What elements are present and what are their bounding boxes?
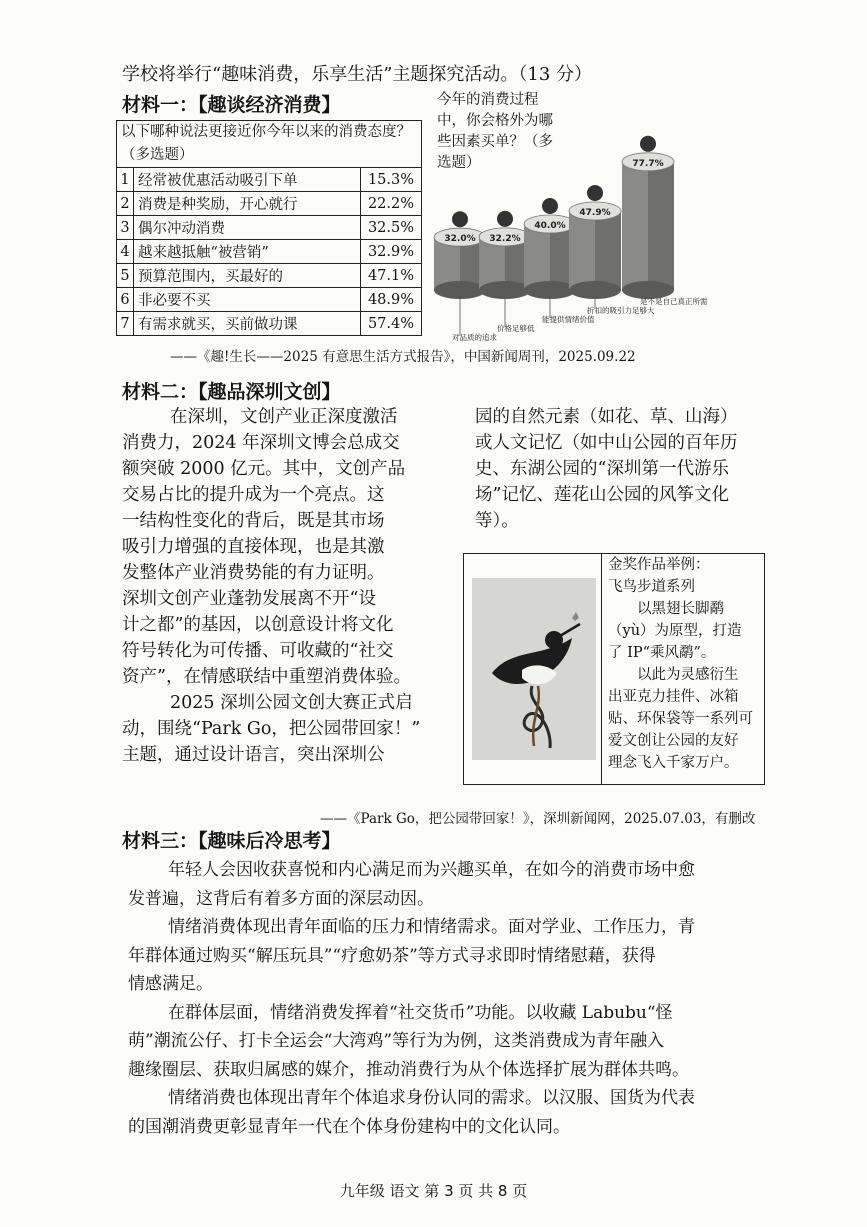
row-number: 3 [117, 216, 134, 240]
box-title: 金奖作品举例： [608, 557, 710, 573]
row-text: 预算范围内，买最好的 [134, 264, 361, 288]
row-text: 偶尔冲动消费 [134, 216, 361, 240]
chart-category-icon [640, 136, 656, 152]
chart-bar-base [434, 281, 486, 299]
material2-source: ——《Park Go，把公园带回家！》，深圳新闻网，2025.07.03，有删改 [320, 811, 756, 827]
row-number: 2 [117, 192, 134, 216]
text-line: 情绪消费体现出青年面临的压力和情绪需求。面对学业、工作压力，青 [168, 917, 695, 937]
table-row [117, 192, 422, 216]
row-number: 6 [117, 288, 134, 312]
chart-value-label: 32.2% [489, 233, 521, 244]
text-line: 情绪消费也体现出青年个体追求身份认同的需求。以汉服、国货为代表 [168, 1088, 695, 1108]
text-line: 在群体层面，情绪消费发挥着“社交货币”功能。以收藏 Labubu“怪 [168, 1002, 673, 1023]
text-line: 年轻人会因收获喜悦和内心满足而为兴趣买单，在如今的消费市场中愈 [168, 860, 695, 880]
material3-heading: 材料三：【趣味后冷思考】 [122, 830, 341, 852]
row-percent: 32.5% [361, 216, 422, 240]
text-line: 2025 深圳公园文创大赛正式启 [170, 693, 413, 713]
row-text: 有需求就买，买前做功课 [134, 312, 361, 336]
material1-source: ——《趣!生长——2025 有意思生活方式报告》，中国新闻周刊，2025.09.22 [170, 349, 636, 365]
chart-category-icon [587, 185, 603, 201]
box-line: 出亚克力挂件、冰箱 [608, 689, 739, 705]
row-percent: 47.1% [361, 264, 422, 288]
box-line: （yù）为原型，打造 [608, 623, 742, 639]
chart-value-label: 32.0% [444, 234, 476, 245]
chart-category-label: 对品质的追求 [452, 333, 497, 342]
survey-table [116, 120, 422, 336]
chart-bar-base [569, 281, 621, 299]
chart-category-label: 是不是自己真正所需 [640, 297, 708, 306]
text-line: 计之都”的基因，以创意设计将文化 [122, 615, 394, 635]
material2-left-column [122, 404, 462, 768]
text-line: 一结构性变化的背后，既是其市场 [122, 511, 385, 531]
chart-category-icon [497, 211, 513, 227]
box-series: 飞鸟步道系列 [608, 579, 695, 595]
row-text: 越来越抵触“被营销” [134, 240, 361, 264]
text-line: 资产”，在情感联结中重塑消费体验。 [122, 667, 411, 687]
table-row [117, 264, 422, 288]
award-description [601, 554, 763, 784]
text-line: 情感满足。 [128, 974, 213, 994]
text-line: 消费力，2024 年深圳文博会总成交 [122, 433, 400, 453]
chart-bar-base [479, 281, 531, 299]
text-line: 史、东湖公园的“深圳第一代游乐 [475, 459, 729, 479]
text-line: 额突破 2000 亿元。其中，文创产品 [122, 459, 406, 479]
text-line: 园的自然元素（如花、草、山海） [475, 407, 738, 427]
table-row [117, 240, 422, 264]
row-percent: 48.9% [361, 288, 422, 312]
chart-value-label: 47.9% [579, 207, 611, 218]
row-number: 1 [117, 168, 134, 192]
stilt-bird-illustration [472, 578, 596, 760]
chart-category-icon [542, 198, 558, 214]
text-line: 的国潮消费更彰显青年一代在个体身份建构中的文化认同。 [128, 1116, 570, 1137]
text-line: 吸引力增强的直接体现，也是其激 [122, 537, 385, 557]
row-percent: 22.2% [361, 192, 422, 216]
chart-value-label: 40.0% [534, 221, 566, 231]
chart-bar-shade [648, 162, 674, 290]
row-percent: 57.4% [361, 312, 422, 336]
row-number: 7 [117, 312, 134, 336]
text-line: 发普遍，这背后有着多方面的深层动因。 [128, 888, 434, 909]
text-line: 交易占比的提升成为一个亮点。这 [122, 485, 385, 505]
text-line: 等）。 [475, 511, 519, 531]
chart-bar-base [524, 281, 576, 299]
cylinder-bar-chart [428, 80, 768, 350]
box-line: 了 IP“乘风鹬”。 [608, 645, 716, 661]
intro-line: 学校将举行“趣味消费，乐享生活”主题探究活动。（13 分） [122, 64, 593, 85]
chart-category-label: 能提供情绪价值 [542, 315, 595, 324]
text-line: 或人文记忆（如中山公园的百年历 [475, 433, 738, 453]
material3-body [128, 856, 778, 1141]
text-line: 场”记忆、莲花山公园的风筝文化 [475, 485, 729, 505]
table-row [117, 168, 422, 192]
table-row [117, 312, 422, 336]
text-line: 符号转化为可传播、可收藏的“社交 [122, 641, 394, 661]
box-line: 理念飞入千家万户。 [608, 755, 739, 771]
text-line: 动，围绕“Park Go，把公园带回家！” [122, 719, 421, 739]
text-line: 主题，通过设计语言，突出深圳公 [122, 745, 385, 765]
row-text: 非必要不买 [134, 288, 361, 312]
row-text: 消费是种奖励，开心就行 [134, 192, 361, 216]
chart-category-icon [452, 211, 468, 227]
material1-heading: 材料一：【趣谈经济消费】 [122, 94, 341, 116]
text-line: 趣缘圈层、获取归属感的媒介，推动消费行为从个体选择扩展为群体共鸣。 [128, 1059, 689, 1080]
text-line: 萌”潮流公仔、打卡全运会“大湾鸡”等行为为例，这类消费成为青年融入 [128, 1031, 665, 1051]
text-line: 发整体产业消费势能的有力证明。 [122, 563, 385, 583]
box-line: 以黑翅长脚鹬 [637, 601, 724, 617]
table-row [117, 288, 422, 312]
material2-right-column [475, 404, 775, 534]
survey-question: 以下哪种说法更接近你今年以来的消费态度？（多选题） [117, 121, 422, 168]
page-footer: 九年级 语文 第 3 页 共 8 页 [339, 1182, 528, 1200]
text-line: 深圳文创产业蓬勃发展离不开“设 [122, 589, 376, 609]
bird-artwork-image [472, 578, 596, 760]
chart-question: 今年的消费过程中，你会格外为哪些因素买单？（多选题） [437, 92, 553, 171]
row-number: 5 [117, 264, 134, 288]
chart-category-label: 折扣的吸引力足够大 [587, 306, 655, 315]
text-line: 在深圳，文创产业正深度激活 [170, 407, 398, 427]
survey-question-row [117, 121, 422, 168]
row-number: 4 [117, 240, 134, 264]
box-line: 贴、环保袋等一系列可 [608, 711, 753, 727]
row-percent: 32.9% [361, 240, 422, 264]
box-line: 以此为灵感衍生 [637, 667, 739, 683]
chart-bar-shade [595, 211, 621, 290]
text-line: 年群体通过购买“解压玩具”“疗愈奶茶”等方式寻求即时情绪慰藉，获得 [128, 945, 656, 966]
box-line: 爱文创让公园的友好 [608, 733, 739, 749]
chart-value-label: 77.7% [632, 158, 664, 169]
chart-category-label: 价格足够低 [497, 324, 535, 333]
table-row [117, 216, 422, 240]
material2-heading: 材料二：【趣品深圳文创】 [122, 381, 341, 403]
award-work-box [463, 553, 765, 785]
row-text: 经常被优惠活动吸引下单 [134, 168, 361, 192]
row-percent: 15.3% [361, 168, 422, 192]
